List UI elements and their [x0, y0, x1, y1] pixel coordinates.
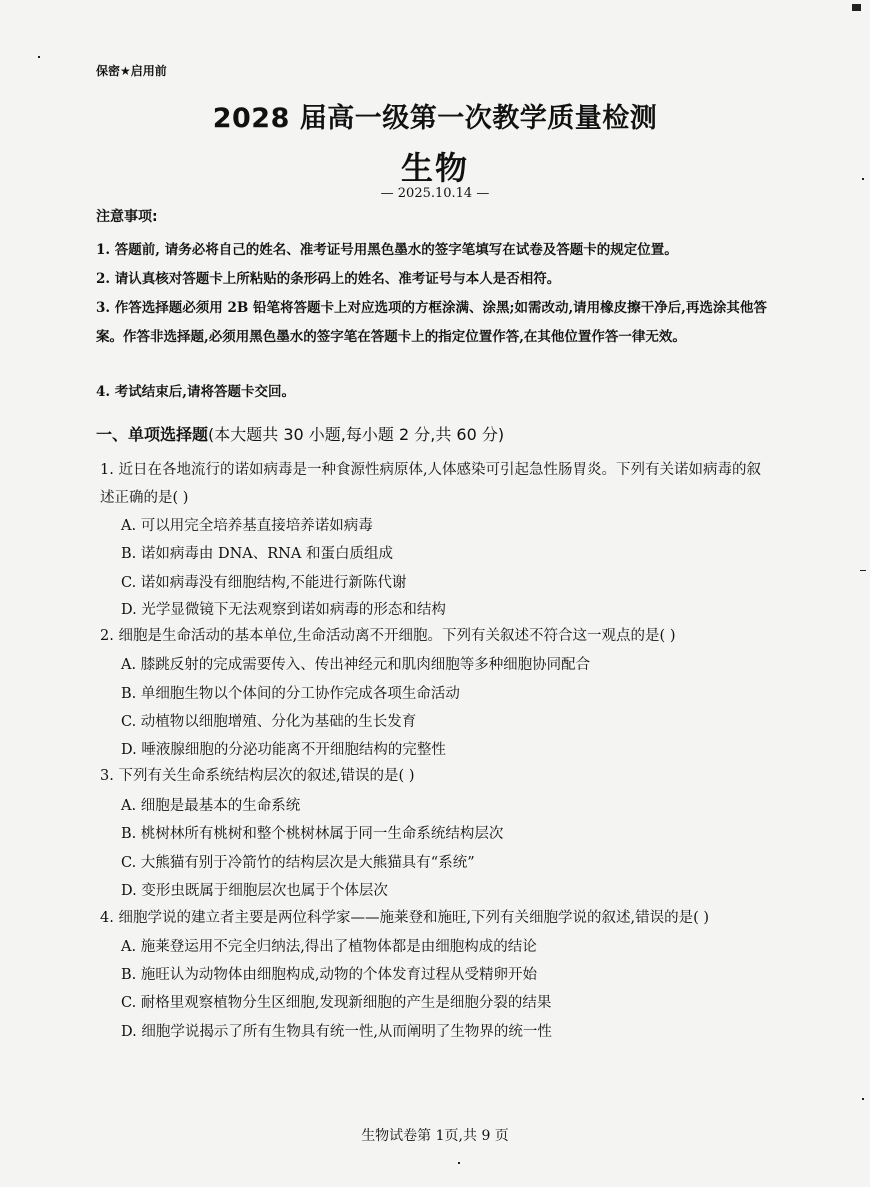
question-option: D. 变形虫既属于细胞层次也属于个体层次 — [121, 883, 388, 899]
question-option: B. 桃树林所有桃树和整个桃树林属于同一生命系统结构层次 — [121, 826, 504, 842]
question-option: B. 诺如病毒由 DNA、RNA 和蛋白质组成 — [121, 546, 393, 562]
exam-title: 2028 届高一级第一次教学质量检测 — [212, 103, 658, 134]
question-option: C. 耐格里观察植物分生区细胞,发现新细胞的产生是细胞分裂的结果 — [121, 995, 552, 1011]
notice-item: 4. 考试结束后,请将答题卡交回。 — [96, 384, 295, 400]
section-title: 一、单项选择题 — [96, 425, 209, 444]
exam-date: — 2025.10.14 — — [380, 186, 490, 201]
question-stem: 1. 近日在各地流行的诺如病毒是一种食源性病原体,人体感染可引起急性肠胃炎。下列有关诺如病毒的叙述正确的是( ) — [100, 462, 762, 506]
question-option: D. 唾液腺细胞的分泌功能离不开细胞结构的完整性 — [121, 742, 446, 758]
scan-speck — [862, 178, 864, 180]
question-stem: 4. 细胞学说的建立者主要是两位科学家——施莱登和施旺,下列有关细胞学说的叙述,错误的是( ) — [100, 910, 710, 926]
notice-item: 2. 请认真核对答题卡上所粘贴的条形码上的姓名、准考证号与本人是否相符。 — [96, 271, 561, 287]
question-option: B. 单细胞生物以个体间的分工协作完成各项生命活动 — [121, 686, 460, 702]
question-option: B. 施旺认为动物体由细胞构成,动物的个体发育过程从受精卵开始 — [121, 967, 537, 983]
scan-speck — [862, 1098, 864, 1100]
confidential-label: 保密★启用前 — [96, 64, 167, 78]
question-option: C. 动植物以细胞增殖、分化为基础的生长发育 — [121, 714, 417, 730]
question-option: D. 光学显微镜下无法观察到诺如病毒的形态和结构 — [121, 602, 446, 618]
question-option: D. 细胞学说揭示了所有生物具有统一性,从而阐明了生物界的统一性 — [121, 1024, 552, 1040]
section-heading — [96, 422, 504, 445]
notice-item: 1. 答题前, 请务必将自己的姓名、准考证号用黑色墨水的签字笔填写在试卷及答题卡的规定位置。 — [96, 242, 678, 258]
scan-speck — [860, 570, 866, 571]
question-option: A. 细胞是最基本的生命系统 — [121, 798, 301, 814]
subject-title: 生物 — [400, 149, 469, 187]
page-footer: 生物试卷第 1页,共 9 页 — [361, 1128, 509, 1144]
question-stem: 3. 下列有关生命系统结构层次的叙述,错误的是( ) — [100, 768, 415, 784]
notice-item: 3. 作答选择题必须用 2B 铅笔将答题卡上对应选项的方框涂满、涂黑;如需改动,请用橡皮擦干净后,再选涂其他答案。作答非选择题,必须用黑色墨水的签字笔在答题卡上的指定位置作答,在其他位置作答一律无效。 — [96, 300, 767, 345]
question-option: A. 膝跳反射的完成需要传入、传出神经元和肌肉细胞等多种细胞协同配合 — [121, 657, 591, 673]
question-stem: 2. 细胞是生命活动的基本单位,生命活动离不开细胞。下列有关叙述不符合这一观点的是( ) — [100, 628, 676, 644]
question-option: C. 大熊猫有别于冷箭竹的结构层次是大熊猫具有“系统” — [121, 855, 475, 871]
scan-speck — [458, 1162, 460, 1164]
scan-speck — [852, 4, 861, 11]
notice-heading: 注意事项: — [96, 209, 158, 225]
question-option: A. 可以用完全培养基直接培养诺如病毒 — [121, 518, 373, 534]
section-description: (本大题共 30 小题,每小题 2 分,共 60 分) — [208, 425, 505, 444]
question-option: C. 诺如病毒没有细胞结构,不能进行新陈代谢 — [121, 575, 407, 591]
scan-speck — [38, 56, 40, 58]
question-option: A. 施莱登运用不完全归纳法,得出了植物体都是由细胞构成的结论 — [121, 939, 537, 955]
